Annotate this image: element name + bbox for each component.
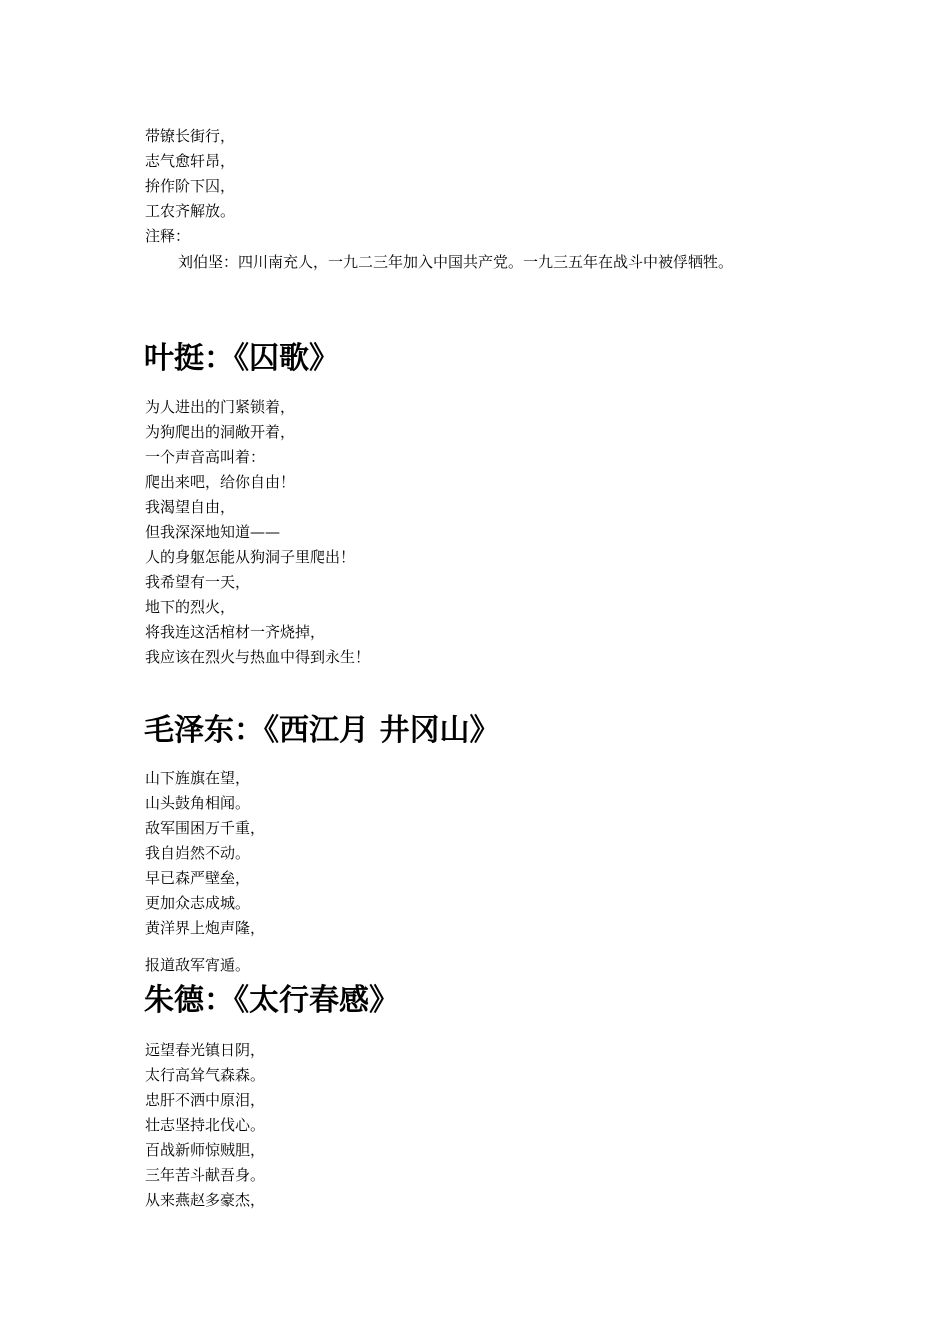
note-label: 注释： (145, 227, 191, 245)
poem-line: 早已森严壁垒， (145, 869, 251, 887)
poem-line: 壮志坚持北伐心。 (145, 1116, 266, 1134)
poem-line: 我渴望自由， (145, 498, 236, 516)
poem-line: 更加众志成城。 (145, 894, 251, 912)
poem-line: 山头鼓角相闻。 (145, 794, 251, 812)
poem-title-qiuge: 叶挺：《囚歌》 (144, 341, 339, 376)
poem-line: 拚作阶下囚， (145, 177, 236, 195)
poem-line: 黄洋界上炮声隆， (145, 919, 266, 937)
poem-line: 我自岿然不动。 (145, 844, 251, 862)
poem-line: 从来燕赵多豪杰， (145, 1191, 266, 1209)
poem-line: 爬出来吧，给你自由！ (145, 473, 296, 491)
poem-line: 山下旌旗在望， (145, 769, 251, 787)
poem-title-xijiangyue: 毛泽东：《西江月 井冈山》 (144, 713, 500, 748)
poem-title-taihang: 朱德：《太行春感》 (144, 983, 399, 1018)
poem-line: 带镣长街行， (145, 127, 236, 145)
poem-line: 我应该在烈火与热血中得到永生！ (145, 648, 371, 666)
poem-line: 工农齐解放。 (145, 202, 236, 220)
poem-line: 报道敌军宵遁。 (145, 956, 251, 974)
poem-line: 但我深深地知道—— (145, 523, 281, 541)
poem-line: 太行高耸气森森。 (145, 1066, 266, 1084)
poem-line: 百战新师惊贼胆， (145, 1141, 266, 1159)
poem-line: 一个声音高叫着： (145, 448, 266, 466)
poem-line: 远望春光镇日阴， (145, 1041, 266, 1059)
poem-line: 为狗爬出的洞敞开着， (145, 423, 296, 441)
poem-line: 志气愈轩昂， (145, 152, 236, 170)
note-text: 刘伯坚：四川南充人，一九二三年加入中国共产党。一九三五年在战斗中被俘牺牲。 (178, 253, 734, 271)
poem-line: 将我连这活棺材一齐烧掉， (145, 623, 326, 641)
poem-line: 地下的烈火， (145, 598, 236, 616)
poem-line: 三年苦斗献吾身。 (145, 1166, 266, 1184)
poem-line: 人的身躯怎能从狗洞子里爬出！ (145, 548, 356, 566)
poem-line: 忠肝不洒中原泪， (145, 1091, 266, 1109)
poem-line: 敌军围困万千重， (145, 819, 266, 837)
poem-line: 我希望有一天， (145, 573, 251, 591)
poem-line: 为人进出的门紧锁着， (145, 398, 296, 416)
